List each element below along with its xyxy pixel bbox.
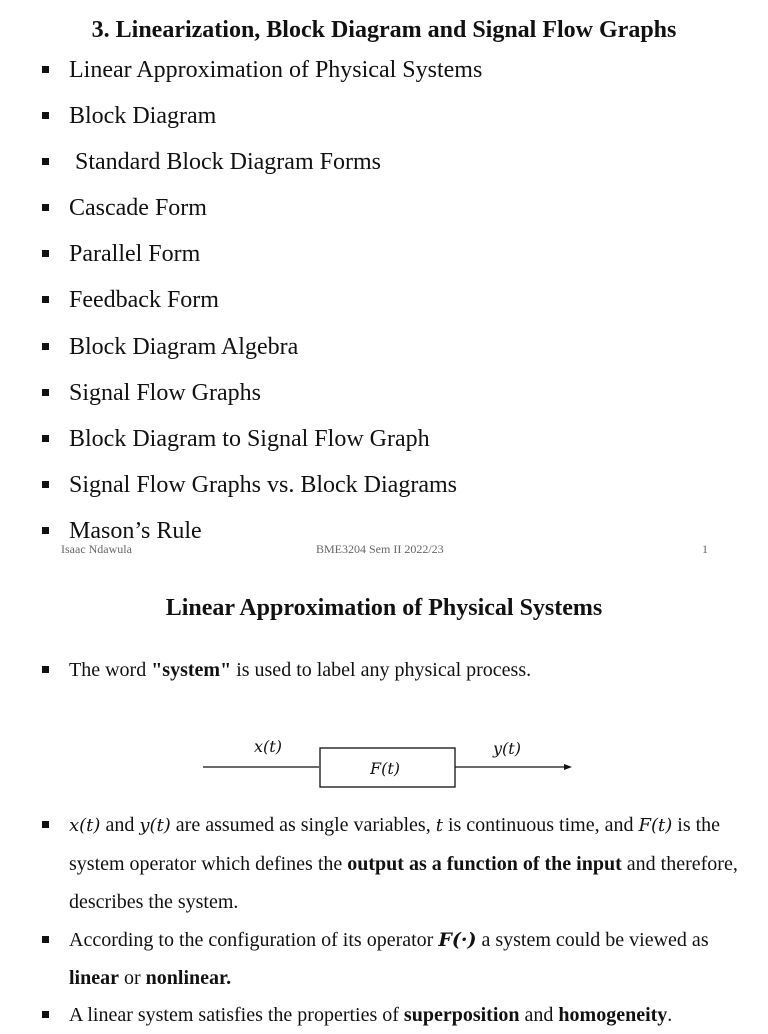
footer-author: Isaac Ndawula <box>61 542 132 556</box>
footer-page-number: 1 <box>702 542 708 556</box>
footer-course: BME3204 Sem II 2022/23 <box>316 542 444 556</box>
outline-item: Signal Flow Graphs vs. Block Diagrams <box>0 467 482 513</box>
outline-item: Linear Approximation of Physical Systems <box>0 52 482 98</box>
outline-list <box>0 52 482 559</box>
paragraph-linear-nonlinear: According to the configuration of its operator F(·) a system could be viewed as linear or nonlinear. <box>69 929 709 989</box>
paragraph-system-definition: The word "system" is used to label any physical process. <box>69 659 532 681</box>
outline-item: Block Diagram <box>0 98 482 144</box>
square-bullet-icon <box>42 389 49 396</box>
outline-item: Parallel Form <box>0 236 482 282</box>
square-bullet-icon <box>42 250 49 257</box>
system-block-diagram <box>200 728 580 798</box>
output-label: y(t) <box>493 739 521 758</box>
square-bullet-icon <box>42 204 49 211</box>
slide-linear-approximation <box>0 560 768 1024</box>
outline-item: Block Diagram to Signal Flow Graph <box>0 421 482 467</box>
outline-item: Cascade Form <box>0 190 482 236</box>
square-bullet-icon <box>42 666 49 673</box>
square-bullet-icon <box>42 66 49 73</box>
square-bullet-icon <box>42 343 49 350</box>
block-label: F(t) <box>369 759 401 778</box>
outline-title: 3. Linearization, Block Diagram and Signal Flow Graphs <box>91 17 677 43</box>
arrow-head-icon <box>564 764 572 770</box>
square-bullet-icon <box>42 296 49 303</box>
square-bullet-icon <box>42 821 49 828</box>
outline-item: Block Diagram Algebra <box>0 329 482 375</box>
square-bullet-icon <box>42 435 49 442</box>
outline-item: Signal Flow Graphs <box>0 375 482 421</box>
square-bullet-icon <box>42 1011 49 1018</box>
paragraph-variables: x(t) and y(t) are assumed as single variables, t is continuous time, and F(t) is the system operator which defines the output as a function of the input and therefore, describes the system. <box>69 814 738 913</box>
slide-title: Linear Approximation of Physical Systems <box>165 595 603 621</box>
outline-item: Feedback Form <box>0 282 482 328</box>
paragraph-superposition: A linear system satisfies the properties of superposition and homogeneity. <box>69 1004 673 1026</box>
square-bullet-icon <box>42 481 49 488</box>
square-bullet-icon <box>42 936 49 943</box>
square-bullet-icon <box>42 158 49 165</box>
input-label: x(t) <box>254 737 282 756</box>
square-bullet-icon <box>42 112 49 119</box>
outline-item: Standard Block Diagram Forms <box>0 144 482 190</box>
outline-item: Mason’s Rule <box>0 513 482 559</box>
square-bullet-icon <box>42 527 49 534</box>
